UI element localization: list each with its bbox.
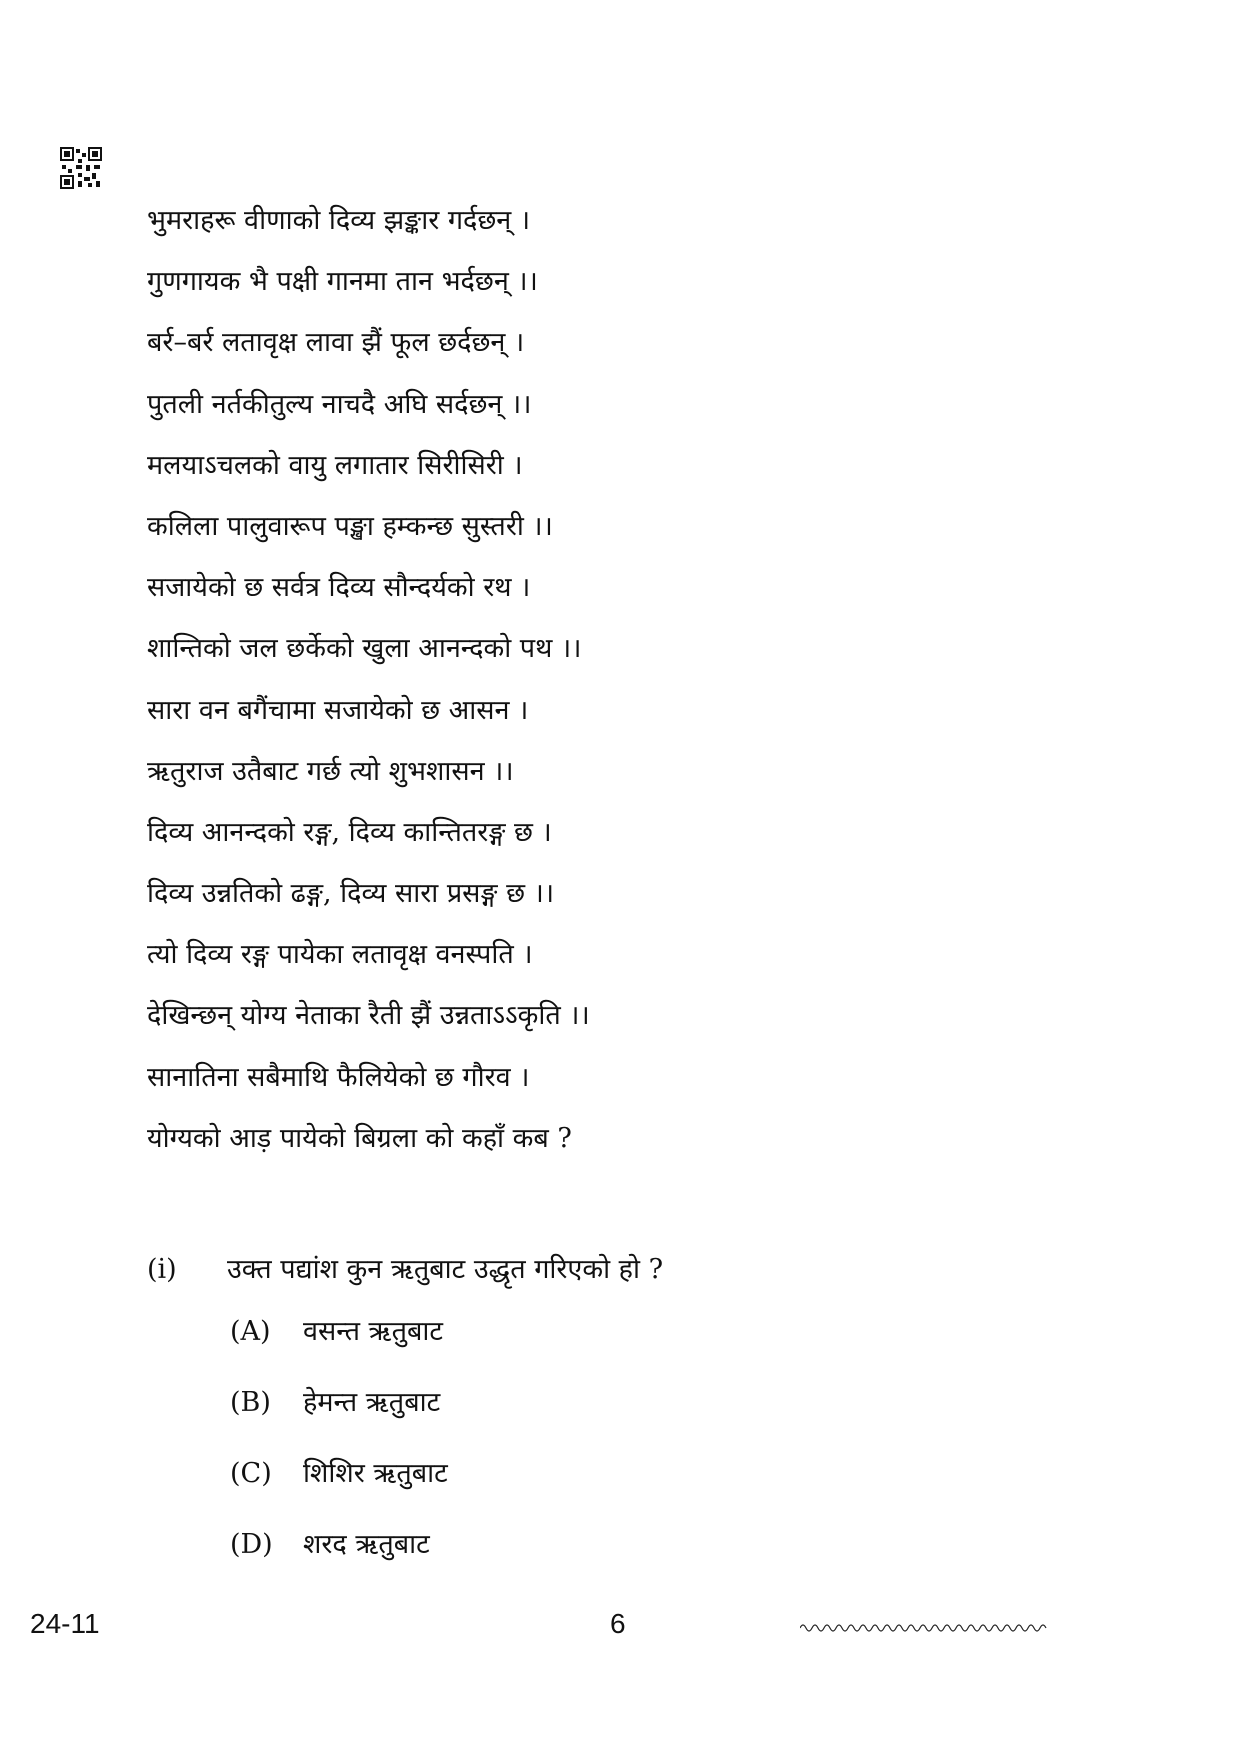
poem-line: सारा वन बगैंचामा सजायेको छ आसन । [147, 694, 529, 726]
option-label: (C) [230, 1458, 272, 1489]
poem-passage [147, 190, 1047, 1169]
option-text: हेमन्त ऋतुबाट [303, 1387, 441, 1418]
poem-line: ऋतुराज उतैबाट गर्छ त्यो शुभशासन ।। [147, 755, 514, 787]
option-label: (B) [230, 1387, 271, 1418]
question-number: (i) [147, 1254, 177, 1285]
question-text: उक्त पद्यांश कुन ऋतुबाट उद्धृत गरिएको हो ? [227, 1254, 664, 1285]
option-text: वसन्त ऋतुबाट [303, 1316, 443, 1347]
poem-line: मलयाऽचलको वायु लगातार सिरीसिरी । [147, 449, 523, 481]
option-text: शरद ऋतुबाट [303, 1529, 430, 1560]
poem-line: सानातिना सबैमाथि फैलियेको छ गौरव । [147, 1061, 530, 1093]
poem-line: सजायेको छ सर्वत्र दिव्य सौन्दर्यको रथ । [147, 572, 531, 604]
option-label: (D) [230, 1529, 273, 1560]
poem-line: त्यो दिव्य रङ्ग पायेका लतावृक्ष वनस्पति । [147, 939, 533, 971]
poem-line: देखिन्छन् योग्य नेताका रैती झैं उन्नताऽऽकृति ।। [147, 1000, 590, 1032]
poem-line: भुमराहरू वीणाको दिव्य झङ्कार गर्दछन् । [147, 205, 531, 236]
page-number: 6 [610, 1608, 626, 1639]
paper-code: 24-11 [30, 1608, 100, 1639]
qr-code-icon [60, 147, 102, 189]
wavy-line-divider [800, 1622, 1050, 1634]
poem-line: दिव्य आनन्दको रङ्ग, दिव्य कान्तितरङ्ग छ । [147, 816, 552, 848]
poem-line: दिव्य उन्नतिको ढङ्ग, दिव्य सारा प्रसङ्ग छ ।। [147, 878, 555, 910]
poem-line: शान्तिको जल छर्केको खुला आनन्दको पथ ।। [147, 633, 582, 665]
option-text: शिशिर ऋतुबाट [303, 1458, 448, 1489]
poem-line: योग्यको आड़ पायेको बिग्रला को कहाँ कब ? [147, 1122, 572, 1154]
option-label: (A) [230, 1316, 271, 1347]
poem-line: कलिला पालुवारूप पङ्खा हम्कन्छ सुस्तरी ।। [147, 510, 553, 542]
poem-line: पुतली नर्तकीतुल्य नाचदै अघि सर्दछन् ।। [147, 388, 532, 420]
poem-line: बर्र–बर्र लतावृक्ष लावा झैं फूल छर्दछन् । [147, 327, 525, 359]
poem-line: गुणगायक भै पक्षी गानमा तान भर्दछन् ।। [147, 266, 538, 298]
